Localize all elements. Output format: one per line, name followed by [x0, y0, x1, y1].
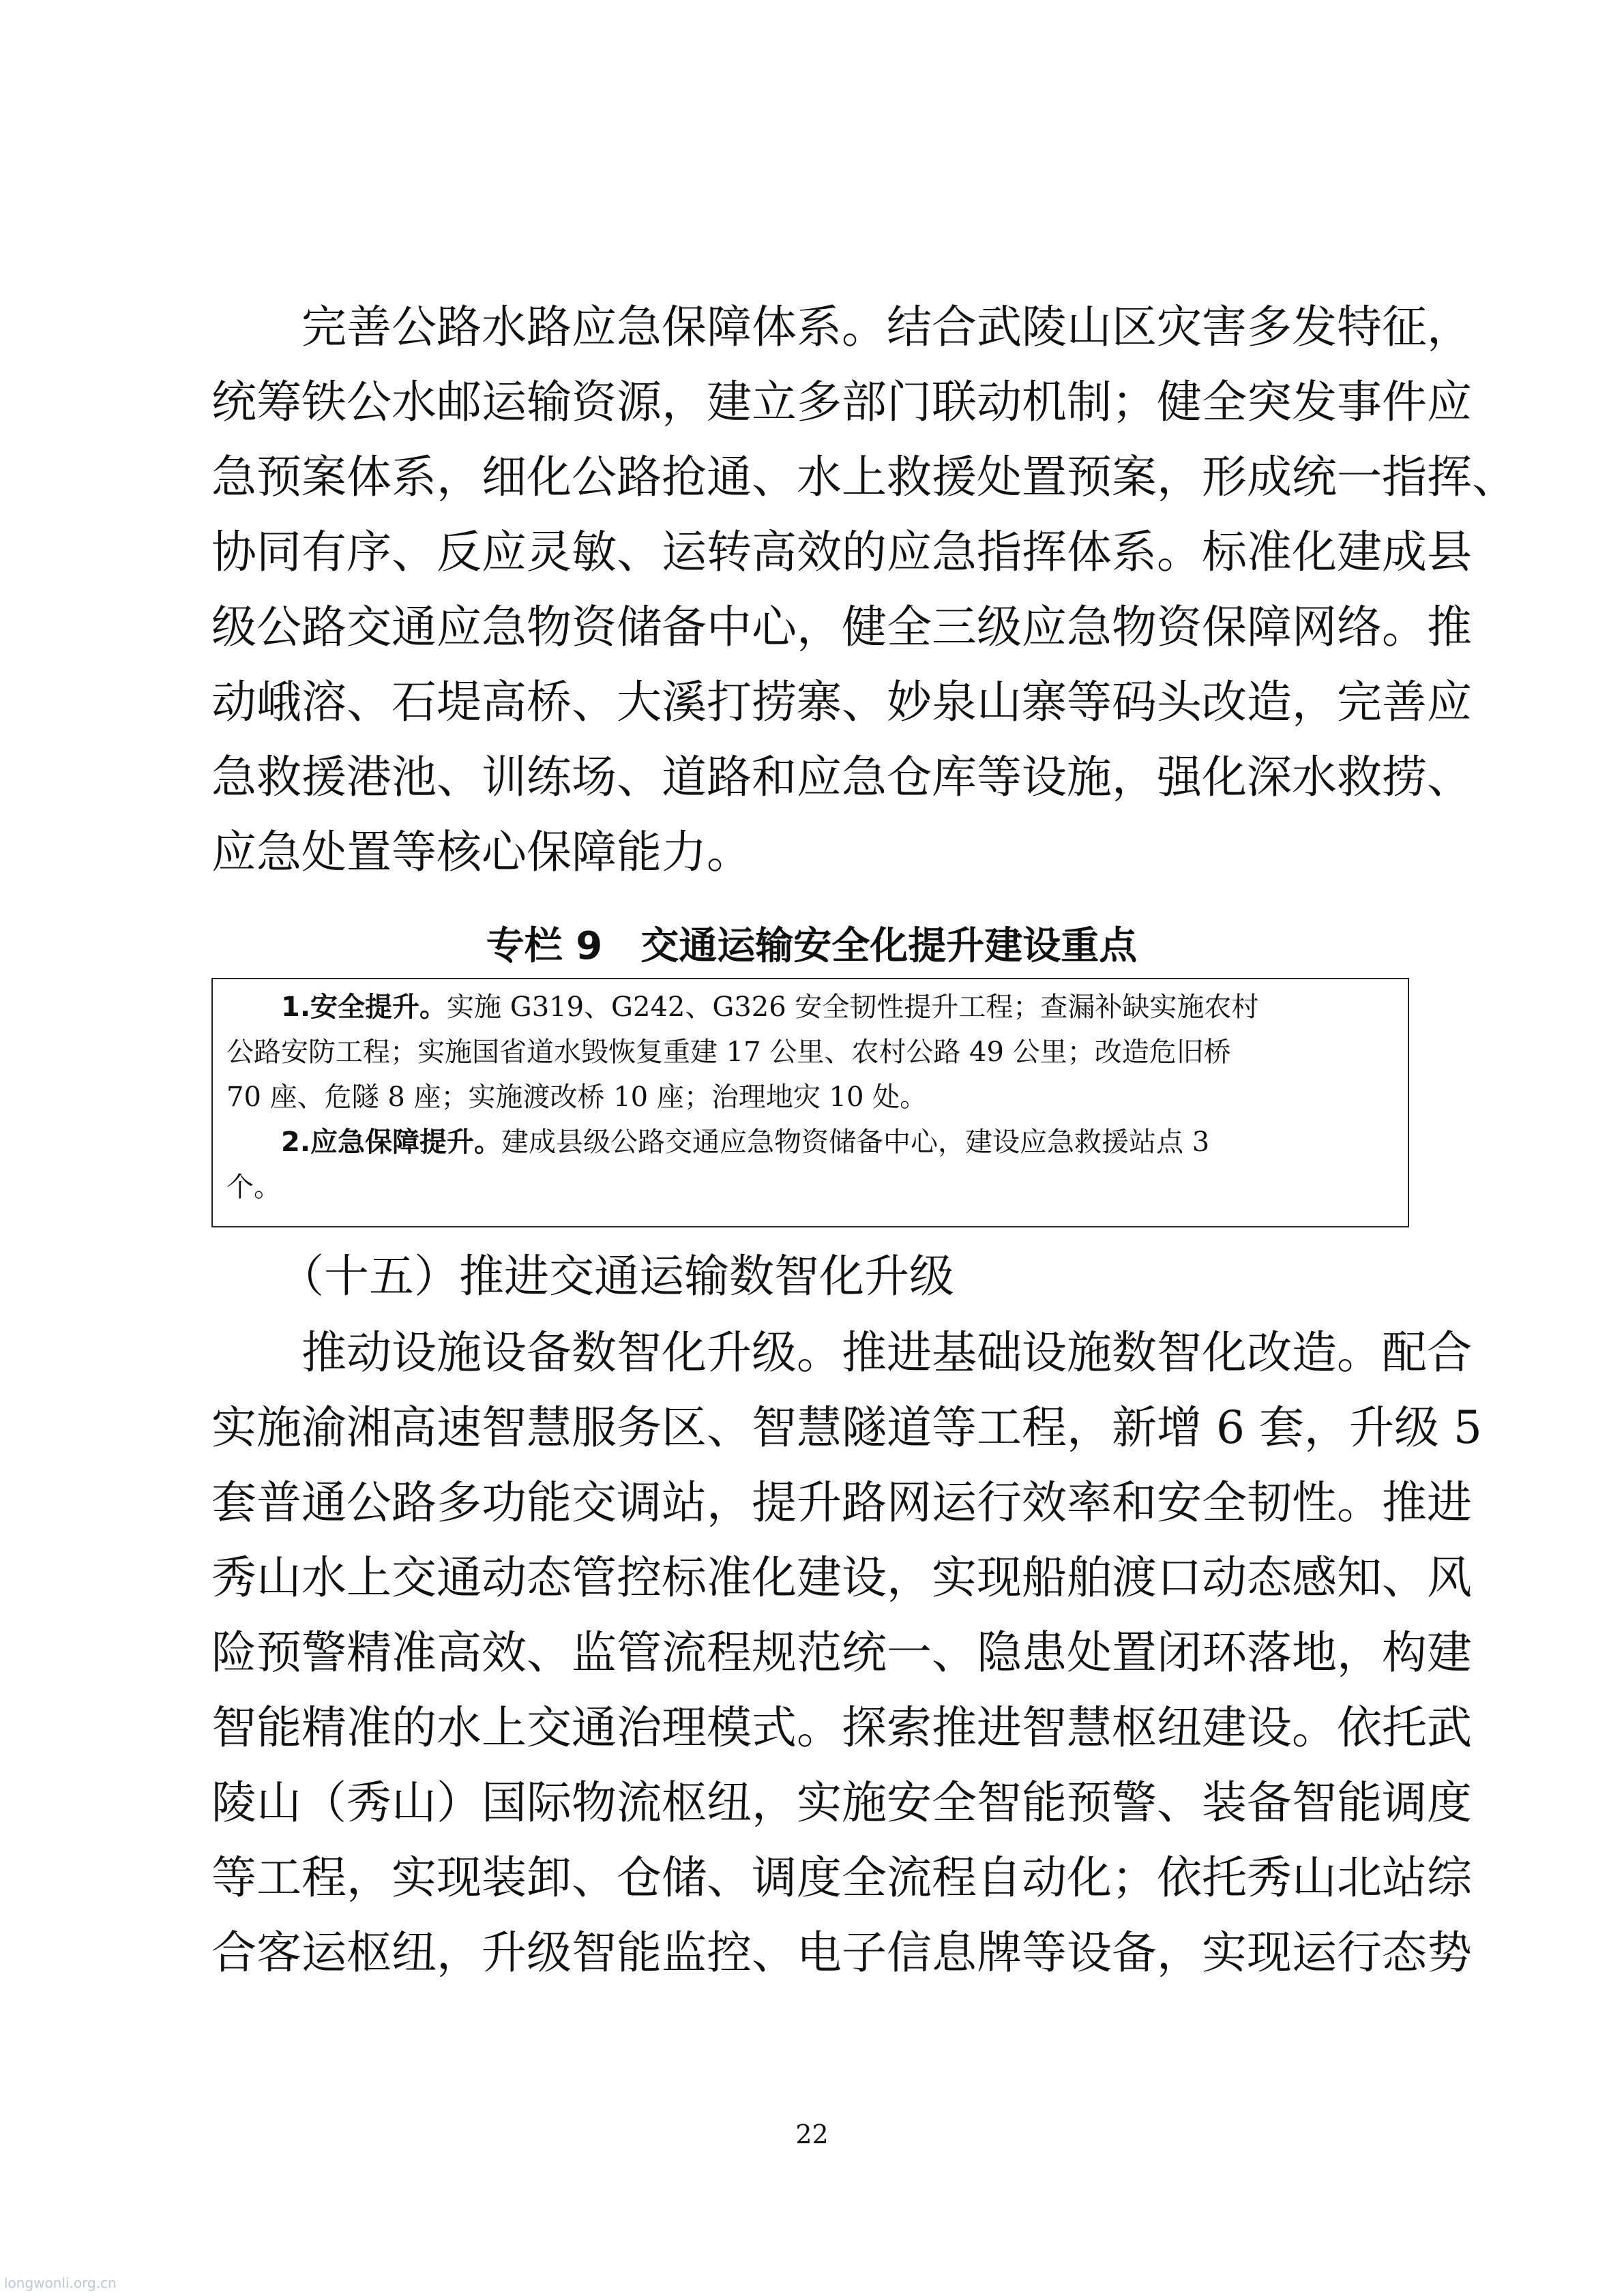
box-item-1-text: 实施 G319、G242、G326 安全韧性提升工程；查漏补缺实施农村 [447, 992, 1259, 1023]
paragraph-line: 协同有序、反应灵敏、运转高效的应急指挥体系。标准化建成县 [211, 526, 1472, 578]
box-item-1-heading: 1.安全提升。 [281, 992, 447, 1023]
feature-box [211, 978, 1409, 1227]
box-item-2-line [226, 1120, 1397, 1165]
paragraph-line: 推动设施设备数智化升级。推进基础设施数智化改造。配合 [211, 1326, 1472, 1379]
box-item-2-line: 个。 [226, 1172, 281, 1203]
watermark: longwonli.org.cn [4, 2275, 117, 2291]
paragraph-line: 急预案体系，细化公路抢通、水上救援处置预案，形成统一指挥、 [211, 451, 1517, 503]
box-item-2-text: 建成县级公路交通应急物资储备中心，建设应急救援站点 3 [501, 1127, 1210, 1158]
paragraph-line: 合客运枢纽，升级智能监控、电子信息牌等设备，实现运行态势 [211, 1926, 1472, 1979]
paragraph-line: 动峨溶、石堤高桥、大溪打捞寨、妙泉山寨等码头改造，完善应 [211, 676, 1472, 728]
box-item-1-line: 公路安防工程；实施国省道水毁恢复重建 17 公里、农村公路 49 公里；改造危旧桥 [226, 1037, 1231, 1068]
paragraph-line: 应急处置等核心保障能力。 [211, 826, 752, 878]
paragraph-line: 陵山（秀山）国际物流枢纽，实施安全智能预警、装备智能调度 [211, 1776, 1472, 1829]
paragraph-line: 统筹铁公水邮运输资源，建立多部门联动机制；健全突发事件应 [211, 376, 1472, 428]
paragraph-line: 秀山水上交通动态管控标准化建设，实现船舶渡口动态感知、风 [211, 1551, 1472, 1604]
paragraph-line: 实施渝湘高速智慧服务区、智慧隧道等工程，新增 6 套，升级 5 [211, 1401, 1482, 1454]
page-number: 22 [795, 2119, 829, 2149]
paragraph-line: 套普通公路多功能交调站，提升路网运行效率和安全韧性。推进 [211, 1476, 1472, 1529]
box-title: 专栏 9 交通运输安全化提升建设重点 [486, 924, 1138, 968]
box-item-2-heading: 2.应急保障提升。 [281, 1127, 502, 1158]
box-item-1-line: 70 座、危隧 8 座；实施渡改桥 10 座；治理地灾 10 处。 [226, 1082, 928, 1113]
paragraph-line: 级公路交通应急物资储备中心，健全三级应急物资保障网络。推 [211, 601, 1472, 653]
paragraph-line: 险预警精准高效、监管流程规范统一、隐患处置闭环落地，构建 [211, 1626, 1472, 1679]
paragraph-line: 智能精准的水上交通治理模式。探索推进智慧枢纽建设。依托武 [211, 1701, 1472, 1754]
paragraph-line: 急救援港池、训练场、道路和应急仓库等设施，强化深水救捞、 [211, 751, 1472, 803]
paragraph-line: 完善公路水路应急保障体系。结合武陵山区灾害多发特征， [211, 301, 1472, 353]
section-heading: （十五）推进交通运输数智化升级 [211, 1250, 954, 1302]
box-item-1-line [226, 985, 1397, 1030]
paragraph-line: 等工程，实现装卸、仓储、调度全流程自动化；依托秀山北站综 [211, 1851, 1472, 1904]
